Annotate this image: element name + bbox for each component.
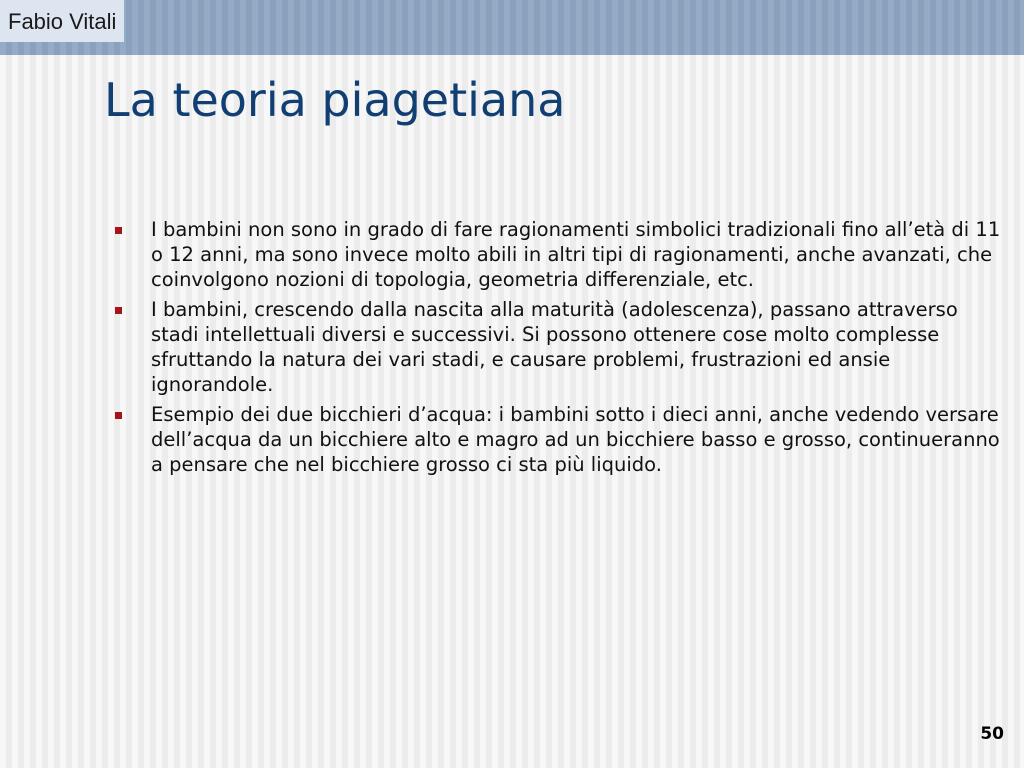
- bullet-item: [112, 402, 1002, 477]
- square-bullet-icon: [115, 227, 122, 234]
- bullet-text: Esempio dei due bicchieri d’acqua: i bambini sotto i dieci anni, anche vedendo versare dell’acqua da un bicchiere alto e magro ad un bicchiere basso e grosso, continueranno a pensare che nel bicchiere grosso ci sta più liquido.: [151, 403, 1000, 476]
- bullet-text: I bambini non sono in grado di fare ragionamenti simbolici tradizionali fino all’età di 11 o 12 anni, ma sono invece molto abili in altri tipi di ragionamenti, anche avanzati, che coinvolgono nozioni di topologia, geometria differenziale, etc.: [151, 218, 1001, 291]
- slide-title: La teoria piagetiana: [104, 73, 566, 127]
- header-bar: [0, 0, 1024, 55]
- author-label: Fabio Vitali: [0, 0, 124, 42]
- bullet-item: [112, 297, 1002, 397]
- page-number: 50: [980, 724, 1004, 744]
- bullet-item: [112, 217, 1002, 292]
- bullet-text: I bambini, crescendo dalla nascita alla maturità (adolescenza), passano attraverso stadi intellettuali diversi e successivi. Si possono ottenere cose molto complesse sfruttando la natura dei vari stadi, e causare problemi, frustrazioni ed ansie ignorandole.: [151, 298, 958, 396]
- square-bullet-icon: [115, 307, 122, 314]
- bullet-list: [112, 217, 1002, 482]
- square-bullet-icon: [115, 412, 122, 419]
